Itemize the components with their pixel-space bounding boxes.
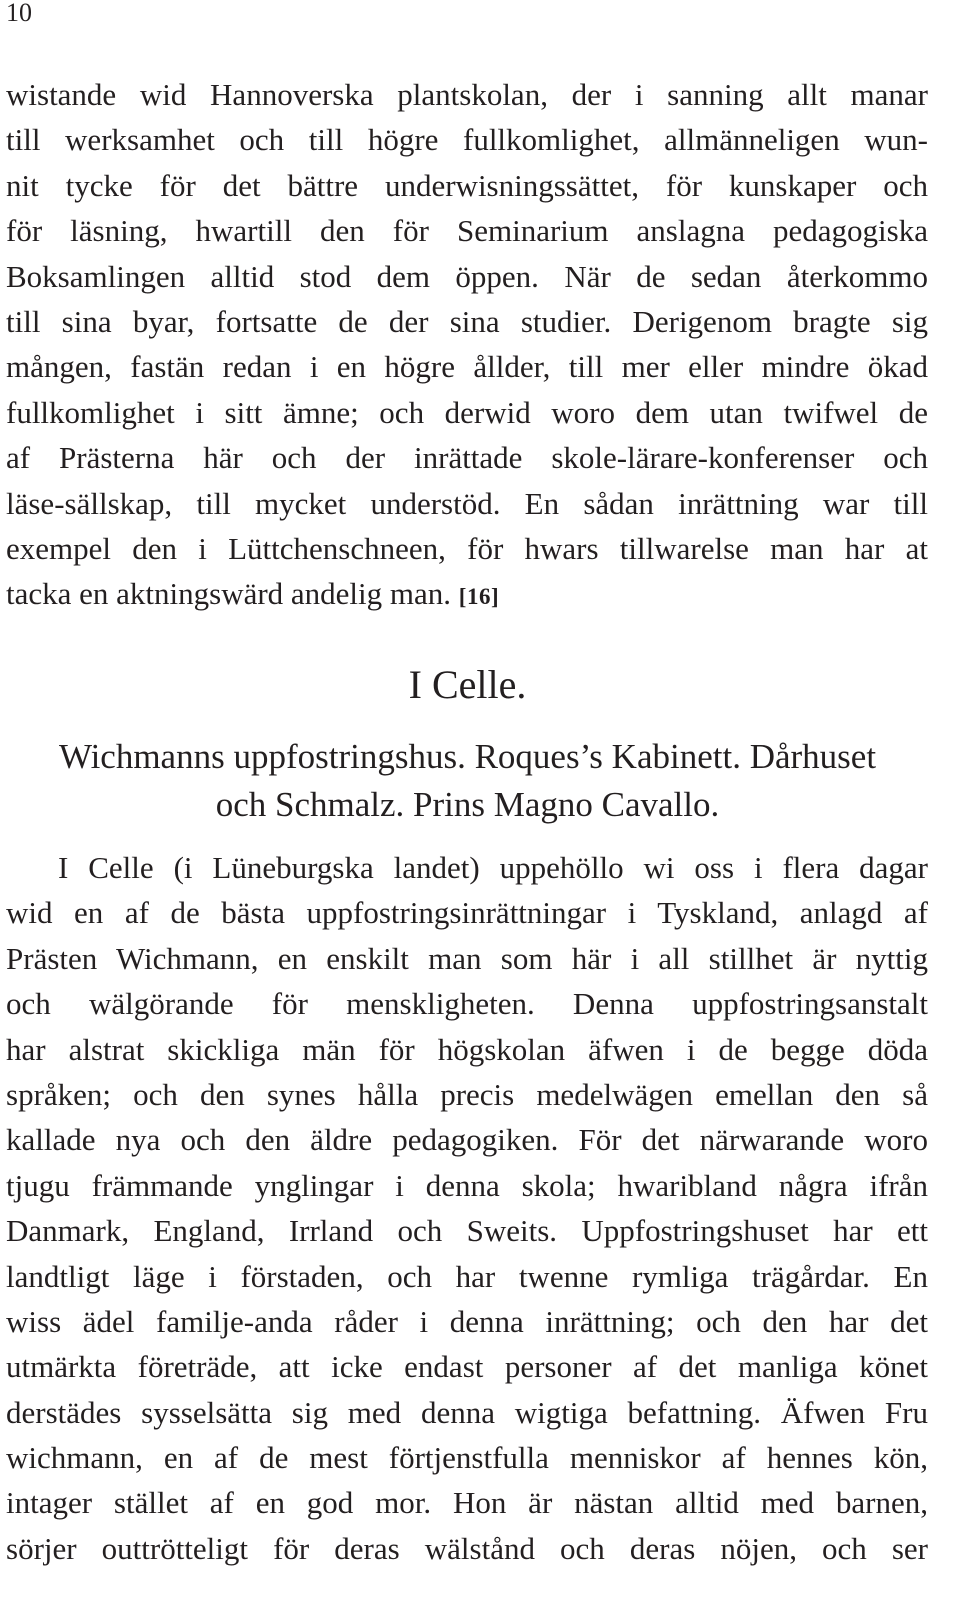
- paragraph-line: sörjer outtrötteligt för deras wälstånd och deras nöjen, och ser: [6, 1530, 928, 1566]
- paragraph-1: [6, 72, 928, 617]
- paragraph-line: nit tycke för det bättre underwisningssättet, för kunskaper och: [6, 167, 928, 203]
- paragraph-line: af Prästerna här och der inrättade skole-lärare-konferenser och: [6, 440, 928, 476]
- section-subtitle-line: och Schmalz. Prins Magno Cavallo.: [215, 785, 720, 824]
- paragraph-line: wiss ädel familje-anda råder i denna inrättning; och den har det: [6, 1303, 928, 1339]
- paragraph-line-last: [6, 571, 928, 616]
- paragraph-line: fullkomlighet i sitt ämne; och derwid woro dem utan twifwel de: [6, 394, 928, 430]
- page-reference: [16]: [458, 584, 500, 610]
- paragraph-line: för läsning, hwartill den för Seminarium anslagna pedagogiska: [6, 213, 928, 249]
- paragraph-line: läse-sällskap, till mycket understöd. En sådan inrättning war till: [6, 485, 928, 521]
- paragraph-line: språken; och den synes hålla precis medelwägen emellan den så: [6, 1076, 928, 1112]
- paragraph-line: landtligt läge i förstaden, och har twenne rymliga trägårdar. En: [6, 1258, 928, 1294]
- paragraph-line-text: tacka en aktningswärd andelig man.: [6, 576, 452, 612]
- paragraph-line: Prästen Wichmann, en enskilt man som här i all stillhet är nyttig: [6, 940, 928, 976]
- section-subtitle-line: Wichmanns uppfostringshus. Roques’s Kabinett. Dårhuset: [58, 737, 877, 776]
- paragraph-line: och wälgörande för menskligheten. Denna uppfostringsanstalt: [6, 986, 928, 1022]
- paragraph-line: till werksamhet och till högre fullkomlighet, allmänneligen wun-: [6, 122, 928, 158]
- page-number: 10: [6, 0, 32, 27]
- paragraph-line: wid en af de bästa uppfostringsinrättningar i Tyskland, anlagd af: [6, 895, 928, 931]
- paragraph-line: Boksamlingen alltid stod dem öppen. När de sedan återkommo: [6, 258, 928, 294]
- paragraph-line: tjugu främmande ynglingar i denna skola; hwaribland några ifrån: [6, 1167, 928, 1203]
- paragraph-line: I Celle (i Lüneburgska landet) uppehöllo wi oss i flera dagar: [58, 850, 928, 885]
- paragraph-line: har alstrat skickliga män för högskolan äfwen i de begge döda: [6, 1031, 928, 1067]
- paragraph-line: wichmann, en af de mest förtjenstfulla menniskor af hennes kön,: [6, 1440, 928, 1476]
- section-title: I Celle.: [408, 662, 527, 707]
- paragraph-line: Danmark, England, Irrland och Sweits. Uppfostringshuset har ett: [6, 1213, 928, 1249]
- paragraph-2: [6, 845, 928, 1571]
- paragraph-line: intager stället af en god mor. Hon är nästan alltid med barnen,: [6, 1485, 928, 1521]
- paragraph-line: mången, fastän redan i en högre ållder, till mer eller mindre ökad: [6, 349, 928, 385]
- paragraph-line: kallade nya och den äldre pedagogiken. För det närwarande woro: [6, 1122, 928, 1158]
- paragraph-line: utmärkta företräde, att icke endast personer af det manliga könet: [6, 1349, 928, 1385]
- paragraph-line: exempel den i Lüttchenschneen, för hwars tillwarelse man har at: [6, 530, 928, 566]
- paragraph-line: till sina byar, fortsatte de der sina studier. Derigenom bragte sig: [6, 303, 928, 339]
- paragraph-line: wistande wid Hannoverska plantskolan, der i sanning allt manar: [6, 77, 928, 112]
- paragraph-line: derstädes sysselsätta sig med denna wigtiga befattning. Äfwen Fru: [6, 1394, 928, 1430]
- section-subtitle: [0, 733, 935, 829]
